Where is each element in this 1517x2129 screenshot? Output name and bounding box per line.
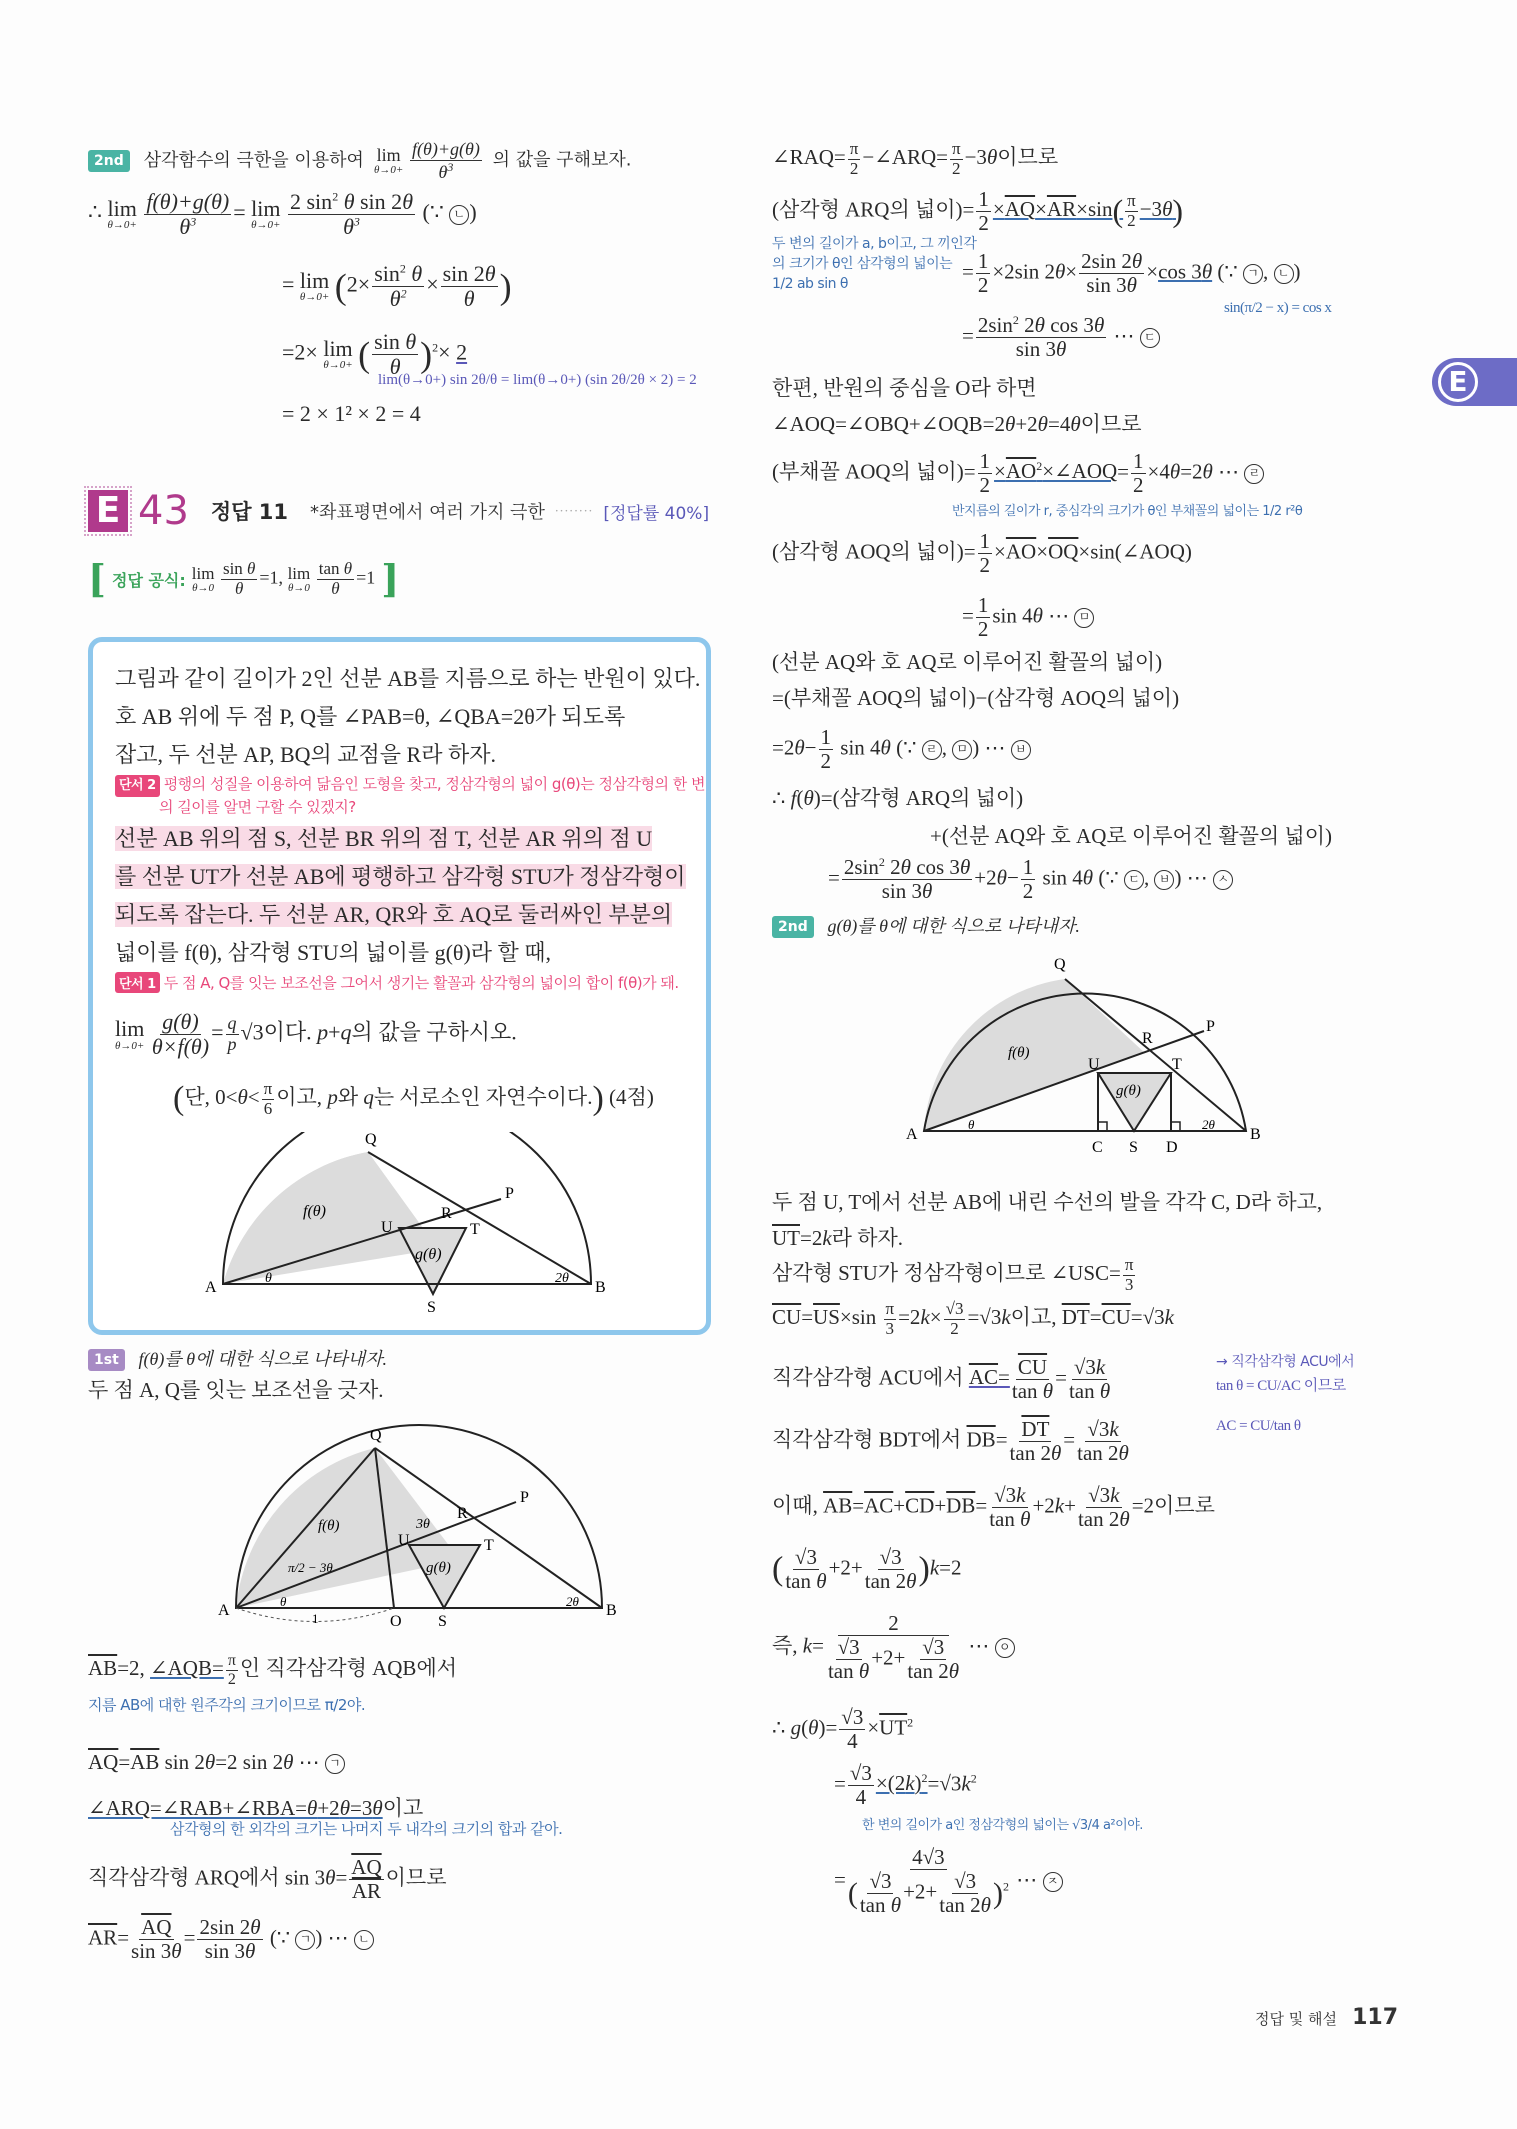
triangle-area-note: 두 변의 길이가 a, b이고, 그 끼인각 의 크기가 θ인 삼각형의 넓이는 1/2 ab sin θ [772,236,977,292]
heading-tail: 의 값을 구해보자. [492,149,632,171]
step1-intro: 두 점 A, Q를 잇는 보조선을 긋자. [88,1378,384,1402]
acu-note: → 직각삼각형 ACU에서 tan θ = CU/AC 이므로 AC = CU/tan θ [1216,1354,1355,1434]
chapter-letter-icon: E [1438,362,1478,402]
svg-text:A: A [906,1126,918,1143]
svg-text:S: S [427,1299,436,1316]
hint-2: 단서 2 평행의 성질을 이용하여 닮음인 도형을 찾고, 정삼각형의 넓이 g(θ)는 정삼각형의 한 변 의 길이를 알면 구할 수 있겠지? [115,774,705,817]
right-line-14: +(선분 AQ와 호 AQ로 이루어진 활꼴의 넓이) [930,824,1332,848]
right-line-12: =2θ− $\frac{1}{2}$ sin 4θ (∵ ㄹ , ㅁ ) ⋯ ㅂ [772,726,1031,773]
step1-line-2: $\overline{AQ}=\overline{AB}$ sin 2θ=2 sin 2θ ⋯ ㄱ [88,1750,345,1775]
svg-text:U: U [398,1532,410,1549]
page-number: 117 [1352,2005,1399,2030]
right-line-19: $\overline{CU}=\overline{US}\times\sin$ $\frac{\pi}{3}$ =2k× $\frac{√3}{2}$ =√3k이고, $\overline{DT}=\overline{CU}=√3k$ [772,1299,1174,1338]
step-badge-2nd-right: 2nd [772,916,814,938]
step-badge-1st: 1st [88,1349,125,1371]
svg-text:P: P [1206,1018,1215,1035]
step1-note-2: 삼각형의 한 외각의 크기는 나머지 두 내각의 크기의 합과 같아. [170,1820,563,1838]
right-line-15: = $\frac{2\sin^2 2\theta \cos 3\theta}{\sin 3\theta}$ +2θ− $\frac{1}{2}$ sin 4θ (∵ ㄷ , ㅂ ) ⋯ ㅅ [828,856,1233,903]
svg-text:B: B [606,1602,617,1619]
svg-text:S: S [438,1613,447,1630]
svg-text:P: P [505,1185,514,1202]
derivation-line-2: = lim θ→0+ (2× $\frac{\sin^2 \theta}{\theta^2}$ × $\frac{\sin 2\theta}{\theta}$ ) [282,261,512,312]
svg-text:A: A [205,1279,217,1296]
right-line-18: 삼각형 STU가 정삼각형이므로 ∠USC= $\frac{\pi}{3}$ [772,1255,1134,1294]
svg-text:U: U [381,1219,393,1236]
problem-condition: (단, 0<θ< $\frac{\pi}{6}$ 이고, p와 q는 서로소인 자연수이다.) (4점) [173,1079,654,1118]
right-line-24: 즉, k= 2 $\frac{√3}{\text{tan θ}}$ +2+ $\frac{√3}{\tan 2\theta}$ ⋯ ㅇ [772,1612,1015,1683]
step1-line-1: $\overline{AB}=2$, ∠AQB= $\frac{\pi}{2}$ 인 직각삼각형 AQB에서 [88,1652,458,1688]
right-line-21: 직각삼각형 BDT에서 $\overline{DB}=$ $\frac{\overline{DT}}{\tan 2\theta}$ = $\frac{√3k}{\tan 2\theta}$ [772,1417,1129,1466]
right-line-22: 이때, $\overline{AB}=\overline{AC}+\overline{CD}+\overline{DB}=$ $\frac{√3k}{\text{tan θ}}$ +2k+ $\frac{√3k}{\tan 2\theta}$ =2이므로 [772,1483,1215,1532]
right-line-1: ∠RAQ= $\frac{\pi}{2}$ −∠ARQ= $\frac{\pi}{2}$ −3θ이므로 [772,139,1059,178]
step1-line-3: ∠ARQ=∠RAB+∠RBA=θ+2θ=3θ이고 [88,1796,424,1820]
svg-text:3θ: 3θ [416,1517,430,1532]
answer-label: 정답 11 [210,500,289,524]
right-line-9: = $\frac{1}{2}$ sin 4θ ⋯ ㅁ [962,594,1094,641]
svg-text:D: D [1166,1139,1178,1155]
svg-text:f(θ): f(θ) [318,1518,340,1534]
svg-text:C: C [1092,1139,1103,1155]
step2-heading: 2nd g(θ)를 θ에 대한 식으로 나타내자. [772,912,1080,938]
hint-1-badge: 단서 1 [115,972,160,993]
svg-text:Q: Q [1054,956,1066,973]
problem-box [88,637,711,1335]
svg-text:2θ: 2θ [555,1271,569,1286]
svg-text:O: O [390,1613,402,1630]
svg-text:θ: θ [265,1271,272,1286]
right-line-26: = $\frac{√3}{4}$ $\times(2k)^2=√3k^2$ [834,1761,977,1810]
heading-text: 삼각함수의 극한을 이용하여 [143,149,364,171]
hint-1: 단서 1 두 점 A, Q를 잇는 보조선을 그어서 생기는 활꼴과 삼각형의 넓이의 합이 f(θ)가 돼. [115,972,679,993]
right-line-4: = $\frac{2\sin^2 2\theta \cos 3\theta}{\sin 3\theta}$ ⋯ ㄷ [962,314,1160,361]
problem-number: 43 [138,488,189,534]
svg-text:A: A [218,1602,230,1619]
svg-text:g(θ): g(θ) [1116,1083,1141,1099]
problem-statement: 그림과 같이 길이가 2인 선분 AB를 지름으로 하는 반원이 있다. 호 AB 위에 두 점 P, Q를 ∠PAB=θ, ∠QBA=2θ가 되도록 잡고, 두 선분 AP, BQ의 교점을 R라 하자. [115,666,701,767]
problem-topic: *좌표평면에서 여러 가지 극한 [310,502,545,523]
svg-text:B: B [595,1279,606,1296]
step1-figure [200,1410,660,1630]
right-line-3: = $\frac{1}{2}$ ×2sin 2θ× $\frac{2\sin 2\theta}{\sin 3\theta}$ ×cos 3θ (∵ ㄱ , ㄴ ) [962,249,1301,298]
footer-label: 정답 및 해설 [1255,2010,1337,2028]
correct-rate: [정답률 40%] [603,503,710,524]
answer-formula: [ 정답 공식: lim θ→0 $\frac{\text{sin θ}}{\theta}$ =1, lim θ→0 $\frac{\text{tan θ}}{\theta}$ =1 ] [88,556,400,602]
derivation-line-3: =2× lim θ→0+ ( $\frac{\text{sin θ}}{\theta}$ )$^2$× 2 [282,329,468,380]
right-line-7: (부채꼴 AOQ의 넓이)= $\frac{1}{2}$ $\times AO^2\times\angle AOQ=$ $\frac{1}{2}$ ×4θ=2θ ⋯ ㄹ [772,450,1264,497]
svg-text:R: R [441,1205,452,1222]
step-badge-2nd: 2nd [88,150,130,172]
svg-text:T: T [484,1537,494,1554]
right-line-6: ∠AOQ=∠OBQ+∠OQB=2θ+2θ=4θ이므로 [772,412,1142,436]
svg-text:Q: Q [365,1132,377,1148]
derivation-line-1: ∴ lim θ→0+ $\frac{f(\theta)+g(\theta)}{\theta^3}$ = lim θ→0+ $\frac{2 \sin^2 \theta \sin 2\theta}{\theta^3}$ (∵ ㄴ ) [88,189,477,240]
svg-text:π/2 − 3θ: π/2 − 3θ [288,1560,333,1575]
cofunction-note: sin(π/2 − x) = cos x [1224,300,1332,316]
right-line-2: (삼각형 ARQ의 넓이)= $\frac{1}{2}$ ×AQ×AR×sin( $\frac{\pi}{2}$ −3θ) [772,187,1184,236]
step1-note-1: 지름 AB에 대한 원주각의 크기이므로 π/2야. [88,1696,366,1714]
formula-label: 정답 공식: [111,570,186,590]
page-footer [1255,2005,1398,2030]
svg-text:g(θ): g(θ) [415,1246,442,1263]
equilateral-area-note: 한 변의 길이가 a인 정삼각형의 넓이는 √3/4 a²이야. [862,1818,1143,1833]
right-line-10: (선분 AQ와 호 AQ로 이루어진 활꼴의 넓이) [772,650,1163,674]
svg-text:S: S [1129,1139,1138,1155]
svg-text:f(θ): f(θ) [303,1203,326,1220]
problem-figure [183,1132,643,1332]
right-line-17: $\overline{UT}=2k$라 하자. [772,1226,904,1250]
right-line-20: 직각삼각형 ACU에서 AC= $\frac{CU}{\text{tan θ}}$ = $\frac{√3k}{\text{tan θ}}$ [772,1355,1111,1404]
derivation-result: = 2 × 1² × 2 = 4 [282,401,421,426]
svg-text:Q: Q [370,1427,382,1444]
right-line-13: ∴ f(θ)=(삼각형 ARQ의 넓이) [772,786,1024,810]
step2-limit-heading: 2nd 삼각함수의 극한을 이용하여 lim θ→0+ $\frac{f(\theta)+g(\theta)}{\theta^3}$ 의 값을 구해보자. [88,140,631,183]
right-line-16: 두 점 U, T에서 선분 AB에 내린 수선의 발을 각각 C, D라 하고, [772,1190,1323,1214]
problem-header: E 43 정답 11 *좌표평면에서 여러 가지 극한 ········ [정답률 40%] [88,488,709,534]
right-line-11: =(부채꼴 AOQ의 넓이)−(삼각형 AOQ의 넓이) [772,686,1180,710]
step1-heading: 1st f(θ)를 θ에 대한 식으로 나타내자. [88,1345,387,1371]
step1-line-5: $\overline{AR}=$ $\frac{\overline{AQ}}{\sin 3\theta}$ = $\frac{2\sin 2\theta}{\sin 3\theta}$ (∵ ㄱ ) ⋯ ㄴ [88,1916,374,1963]
svg-text:1: 1 [312,1611,319,1626]
sector-area-note: 반지름의 길이가 r, 중심각의 크기가 θ인 부채꼴의 넓이는 1/2 r²θ [952,504,1303,519]
svg-text:g(θ): g(θ) [426,1560,451,1576]
problem-letter: E [88,490,128,532]
svg-text:2θ: 2θ [1202,1117,1215,1132]
right-line-25: ∴ g(θ)= $\frac{√3}{4}$ $\times\overline{UT}^2$ [772,1705,914,1754]
svg-text:θ: θ [280,1594,287,1609]
svg-text:R: R [1142,1030,1153,1047]
right-line-8: (삼각형 AOQ의 넓이)= $\frac{1}{2}$ $\times\overline{AO}\times\overline{OQ}\times\sin(\angle AOQ)$ [772,529,1192,578]
svg-text:f(θ): f(θ) [1008,1045,1030,1061]
right-line-23: ( $\frac{√3}{\text{tan θ}}$ +2+ $\frac{√3}{\tan 2\theta}$ )k=2 [772,1545,962,1594]
limit-note: lim(θ→0+) sin 2θ/θ = lim(θ→0+) (sin 2θ/2θ × 2) = 2 [378,372,697,388]
svg-text:U: U [1088,1056,1100,1073]
svg-text:R: R [457,1505,468,1522]
svg-text:2θ: 2θ [566,1594,579,1609]
hint-2-badge: 단서 2 [115,775,160,797]
step1-line-4: 직각삼각형 ARQ에서 sin 3θ= $\frac{\overline{AQ}}{AR}$ 이므로 [88,1855,447,1904]
problem-question: lim θ→0+ $\frac{g(\theta)}{\theta\times f(\theta)}$ = $\frac{q}{p}$ √3이다. p+q의 값을 구하시오. [115,1009,517,1060]
svg-text:T: T [470,1221,480,1238]
svg-text:B: B [1250,1126,1261,1143]
right-line-27: = 4√3 ( $\frac{√3}{\text{tan θ}}$ +2+ $\frac{√3}{\tan 2\theta}$ )$^2$ ⋯ ㅈ [834,1846,1063,1917]
right-line-5: 한편, 반원의 중심을 O라 하면 [772,376,1037,400]
svg-text:θ: θ [968,1117,975,1132]
problem-points: (4점) [609,1085,654,1109]
step2-figure [892,945,1312,1155]
highlighted-statement: 선분 AB 위의 점 S, 선분 BR 위의 점 T, 선분 AR 위의 점 U 를 선분 UT가 선분 AB에 평행하고 삼각형 STU가 정삼각형이 되도록 잡는다. 두 선분 AR, QR와 호 AQ로 둘러싸인 부분의 넓이를 f(θ), 삼각형 STU의 넓이를 g(θ)라 할 때, [115,826,686,965]
svg-text:T: T [1172,1056,1182,1073]
svg-text:P: P [520,1489,529,1506]
